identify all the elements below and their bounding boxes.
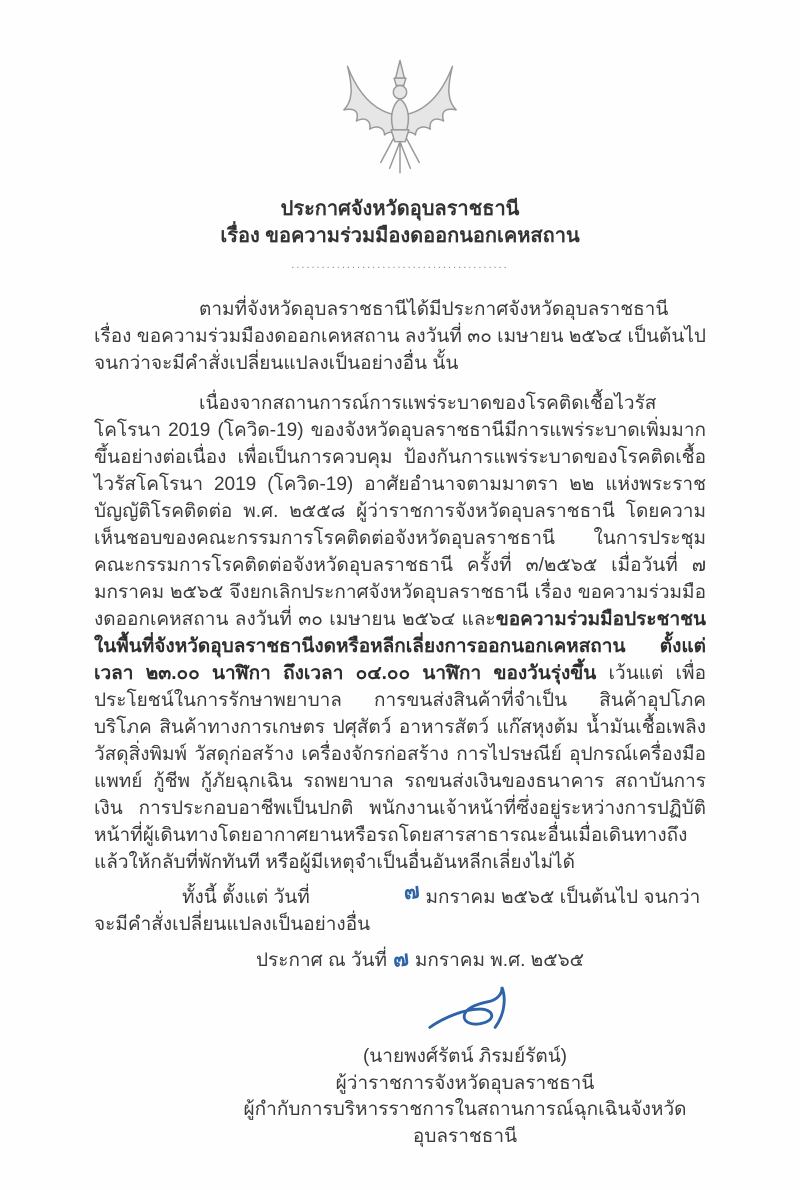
paragraph-main-bold-segment: ขอความร่วมมือประชาชนในพื้นที่จังหวัดอุบลราชธานีงดหรือหลีกเลี่ยงการออกนอกเคหสถาน ตั้งแต่เวลา ๒๓.๐๐ นาฬิกา ถึงเวลา ๐๔.๐๐ นาฬิกา ของวันรุ่งขึ้น	[94, 609, 706, 684]
handwritten-day-announce: ๗	[391, 947, 411, 972]
emblem-container	[94, 56, 706, 186]
paragraph-main	[94, 390, 706, 876]
announcement-date-line	[94, 946, 706, 974]
paragraph-main-pre-bold: เนื่องจากสถานการณ์การแพร่ระบาดของโรคติดเชื้อไวรัสโคโรนา 2019 (โควิด-19) ของจังหวัดอุบลราชธานีมีการแพร่ระบาดเพิ่มมากขึ้นอย่างต่อเนื่อง เพื่อเป็นการควบคุม ป้องกันการแพร่ระบาดของโรคติดเชื้อไวรัสโคโรนา 2019 (โควิด-19) อาศัยอำนาจตามมาตรา ๒๒ แห่งพระราชบัญญัติโรคติดต่อ พ.ศ. ๒๕๕๘ ผู้ว่าราชการจังหวัดอุบลราชธานี โดยความเห็นชอบของคณะกรรมการโรคติดต่อจังหวัดอุบลราชธานี ในการประชุมคณะกรรมการโรคติดต่อจังหวัดอุบลราชธานี ครั้งที่ ๓/๒๕๖๕ เมื่อวันที่ ๗ มกราคม ๒๕๖๕ จึงยกเลิกประกาศจังหวัดอุบลราชธานี เรื่อง ขอความร่วมมืองดออกเคหสถาน ลงวันที่ ๓๐ เมษายน ๒๕๖๔ และ	[94, 393, 706, 630]
signatory-position-emergency: ผู้กำกับการบริหารราชการในสถานการณ์ฉุกเฉินจังหวัดอุบลราชธานี	[243, 1099, 687, 1147]
paragraph-main-post-bold: เว้นแต่ เพื่อประโยชน์ในการรักษาพยาบาล การขนส่งสินค้าที่จำเป็น สินค้าอุปโภคบริโภค สินค้าทางการเกษตร ปศุสัตว์ อาหารสัตว์ แก๊สหุงต้ม น้ำมันเชื้อเพลิง วัสดุสิ่งพิมพ์ วัสดุก่อสร้าง เครื่องจักรก่อสร้าง การไปรษณีย์ อุปกรณ์เครื่องมือแพทย์ กู้ชีพ กู้ภัยฉุกเฉิน รถพยาบาล รถขนส่งเงินของธนาคาร สถาบันการเงิน การประกอบอาชีพเป็นปกติ พนักงานเจ้าหน้าที่ซึ่งอยู่ระหว่างการปฏิบัติหน้าที่ผู้เดินทางโดยอากาศยานหรือรถโดยสารสาธารณะอื่นเมื่อเดินทางถึงแล้วให้กลับที่พักทันที หรือผู้มีเหตุจำเป็นอื่นอันหลีกเลี่ยงไม่ได้	[94, 663, 706, 873]
paragraph-preamble: ตามที่จังหวัดอุบลราชธานีได้มีประกาศจังหวัดอุบลราชธานี เรื่อง ขอความร่วมมืองดออกเคหสถาน ลงวันที่ ๓๐ เมษายน ๒๕๖๔ เป็นต้นไป จนกว่าจะมีคำสั่งเปลี่ยนแปลงเป็นอย่างอื่น นั้น	[94, 299, 706, 374]
handwritten-day-effective: ๗	[402, 879, 421, 905]
announce-post: มกราคม พ.ศ. ๒๕๖๕	[414, 950, 585, 971]
paragraph-effective-date	[94, 879, 706, 938]
signatory-position-governor: ผู้ว่าราชการจังหวัดอุบลราชธานี	[335, 1072, 595, 1094]
effective-date-pre: ทั้งนี้ ตั้งแต่ วันที่	[182, 887, 310, 908]
signature-ink-icon	[426, 982, 522, 1042]
dotted-separator: ...........................................	[291, 259, 509, 271]
document-title-line1: ประกาศจังหวัดอุบลราชธานี	[280, 198, 520, 220]
effective-date-post: มกราคม ๒๕๖๕ เป็นต้นไป จนกว่าจะมีคำสั่งเปลี่ยนแปลงเป็นอย่างอื่น	[94, 887, 701, 935]
document-title-line2: เรื่อง ขอความร่วมมืองดออกนอกเคหสถาน	[220, 225, 580, 247]
announce-pre: ประกาศ ณ วันที่	[255, 950, 388, 971]
garuda-emblem-icon	[325, 56, 475, 186]
signature-container	[94, 982, 706, 1044]
signatory-name: (นายพงศ์รัตน์ ภิรมย์รัตน์)	[362, 1046, 568, 1067]
